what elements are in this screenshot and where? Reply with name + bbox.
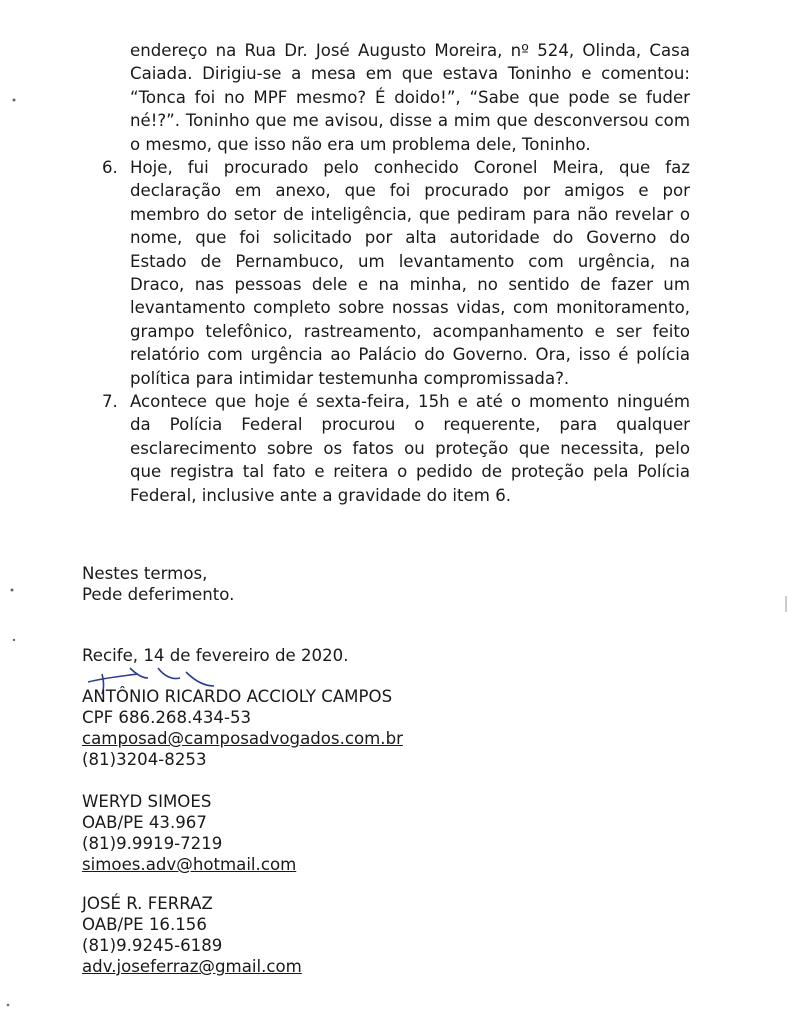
signatory-id: OAB/PE 16.156 [82,915,207,934]
signatory-phone: (81)9.9919-7219 [82,834,223,853]
text-line: “Tonca foi no MPF mesmo? É doido!”, “Sabe que pode se fuder [130,87,690,107]
text-line: esclarecimento sobre os fatos ou proteção que necessita, pelo [130,438,690,458]
text-line: Draco, nas pessoas dele e na minha, no sentido de fazer um [130,275,690,295]
text-line: Estado de Pernambuco, um levantamento com urgência, na [130,251,690,271]
text-line: declaração em anexo, que foi procurado por amigos e por [130,181,690,201]
text-line: o mesmo, que isso não era um problema dele, Toninho. [130,134,591,154]
text-line: levantamento completo sobre nossas vidas, com monitoramento, [130,298,690,318]
signatory-id: OAB/PE 43.967 [82,813,207,832]
closing-line: Pede deferimento. [82,585,235,604]
text-line: né!?”. Toninho que me avisou, disse a mim que desconversou com [130,111,690,131]
date-text: Recife, 14 de fevereiro de 2020. [82,646,349,665]
signatory-id: CPF 686.268.434-53 [82,708,252,727]
text-line: Acontece que hoje é sexta-feira, 15h e até o momento ninguém [130,392,690,412]
text-line: da Polícia Federal procurou o requerente, para qualquer [130,415,690,435]
signatory-email[interactable]: simoes.adv@hotmail.com [82,855,297,874]
text-line: grampo telefônico, rastreamento, acompanhamento e ser feito [130,321,690,341]
text-line: política para intimidar testemunha compromissada?. [130,368,570,388]
item-number: 7. [102,392,118,412]
text-line: relatório com urgência ao Palácio do Governo. Ora, isso é polícia [130,345,690,365]
signatory-name: JOSÉ R. FERRAZ [82,894,213,913]
text-line: Caiada. Dirigiu-se a mesa em que estava Toninho e comentou: [130,64,690,84]
signatory-email[interactable]: adv.joseferraz@gmail.com [82,957,302,976]
text-line: que registra tal fato e reitera o pedido de proteção pela Polícia [130,462,690,482]
signatory-phone: (81)3204-8253 [82,750,207,769]
signatory-email[interactable]: camposad@camposadvogados.com.br [82,729,403,748]
text-line: membro do setor de inteligência, que pediram para não revelar o [130,204,690,224]
signatory-name: WERYD SIMOES [82,792,212,811]
closing-line: Nestes termos, [82,564,208,583]
text-line: endereço na Rua Dr. José Augusto Moreira, nº 524, Olinda, Casa [130,41,690,60]
text-line: nome, que foi solicitado por alta autoridade do Governo do [130,228,690,248]
text-line: Federal, inclusive ante a gravidade do item 6. [130,485,512,505]
signatory-phone: (81)9.9245-6189 [82,936,223,955]
signatory-name: ANTÔNIO RICARDO ACCIOLY CAMPOS [82,687,393,706]
text-line: Hoje, fui procurado pelo conhecido Coronel Meira, que faz [130,158,690,177]
item-number: 6. [102,158,118,177]
